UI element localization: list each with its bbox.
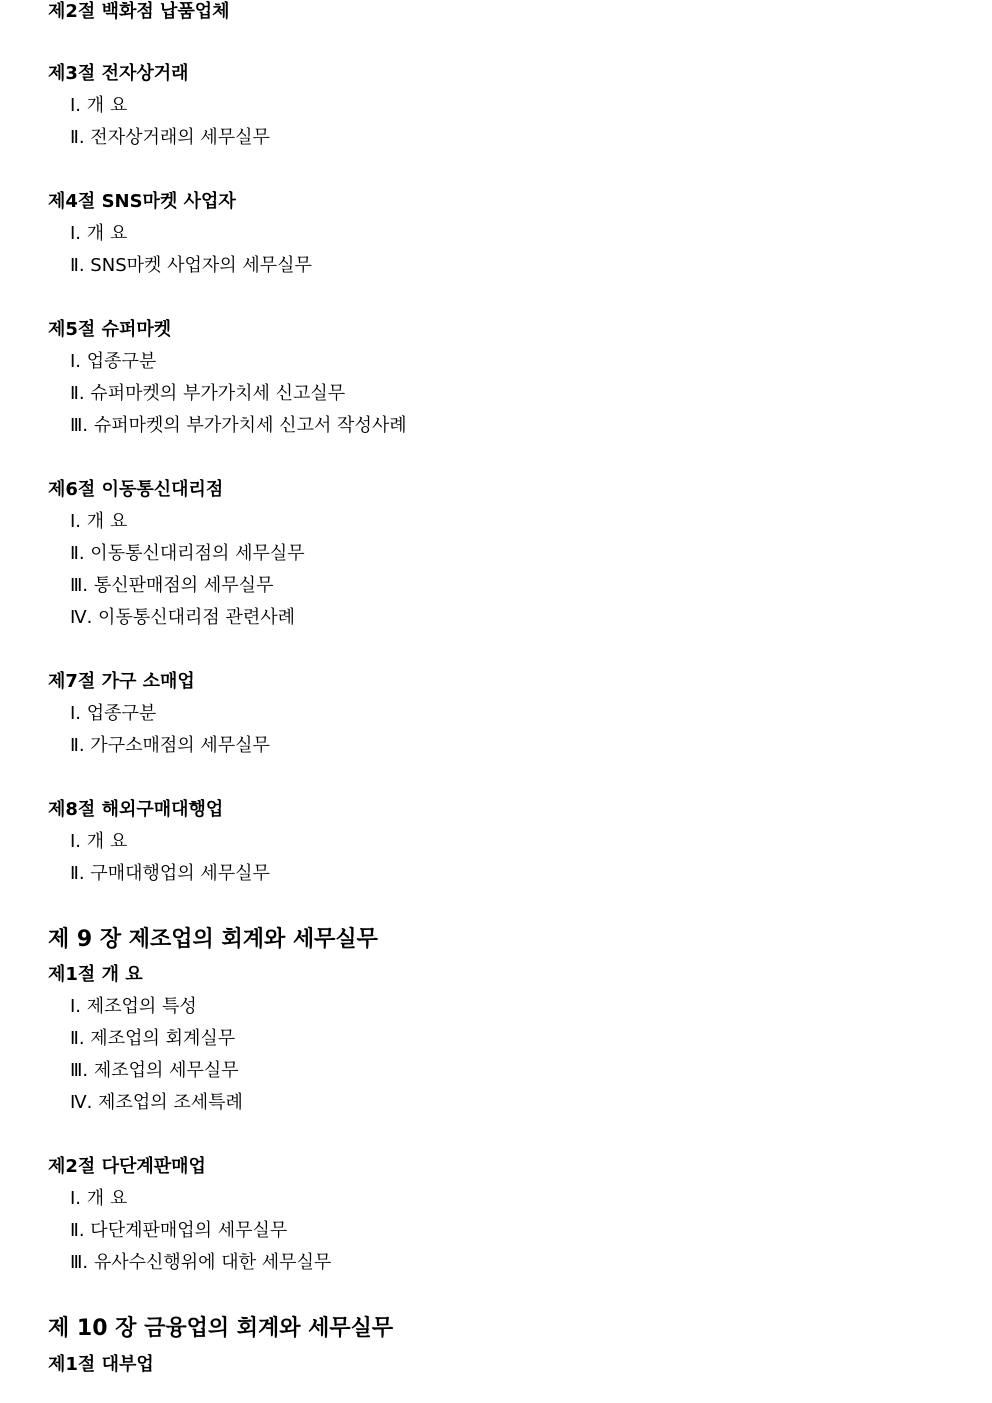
toc-item: Ⅱ. 전자상거래의 세무실무 (70, 127, 270, 148)
toc-item: Ⅳ. 이동통신대리점 관련사례 (70, 607, 296, 628)
toc-item: Ⅱ. 구매대행업의 세무실무 (70, 863, 270, 884)
toc-item: Ⅰ. 개 요 (70, 223, 128, 244)
section-heading: 제2절 백화점 납품업체 (48, 1, 230, 22)
toc-item: Ⅲ. 제조업의 세무실무 (70, 1060, 239, 1081)
toc-item: Ⅱ. 다단계판매업의 세무실무 (70, 1220, 288, 1241)
chapter-heading: 제 10 장 금융업의 회계와 세무실무 (48, 1316, 394, 1341)
chapter-heading: 제 9 장 제조업의 회계와 세무실무 (48, 927, 378, 952)
toc-item: Ⅰ. 개 요 (70, 511, 128, 532)
toc-item: Ⅱ. 가구소매점의 세무실무 (70, 735, 270, 756)
toc-item: Ⅲ. 통신판매점의 세무실무 (70, 575, 274, 596)
toc-item: Ⅰ. 개 요 (70, 95, 128, 116)
toc-item: Ⅱ. 이동통신대리점의 세무실무 (70, 543, 305, 564)
section-heading: 제3절 전자상거래 (48, 63, 189, 84)
section-heading: 제8절 해외구매대행업 (48, 799, 224, 820)
toc-item: Ⅲ. 슈퍼마켓의 부가가치세 신고서 작성사례 (70, 415, 407, 436)
toc-item: Ⅱ. 제조업의 회계실무 (70, 1028, 236, 1049)
section-heading: 제1절 개 요 (48, 964, 143, 985)
toc-item: Ⅰ. 제조업의 특성 (70, 996, 197, 1017)
toc-item: Ⅰ. 업종구분 (70, 703, 157, 724)
toc-item: Ⅳ. 제조업의 조세특례 (70, 1092, 243, 1113)
toc-item: Ⅰ. 개 요 (70, 831, 128, 852)
toc-item: Ⅱ. 슈퍼마켓의 부가가치세 신고실무 (70, 383, 346, 404)
toc-item: Ⅰ. 업종구분 (70, 351, 157, 372)
section-heading: 제1절 대부업 (48, 1354, 154, 1375)
section-heading: 제4절 SNS마켓 사업자 (48, 191, 236, 212)
toc-item: Ⅲ. 유사수신행위에 대한 세무실무 (70, 1252, 332, 1273)
toc-item: Ⅱ. SNS마켓 사업자의 세무실무 (70, 255, 312, 276)
section-heading: 제7절 가구 소매업 (48, 671, 195, 692)
toc-item: Ⅰ. 개 요 (70, 1188, 128, 1209)
section-heading: 제5절 슈퍼마켓 (48, 319, 172, 340)
section-heading: 제2절 다단계판매업 (48, 1156, 206, 1177)
section-heading: 제6절 이동통신대리점 (48, 479, 224, 500)
